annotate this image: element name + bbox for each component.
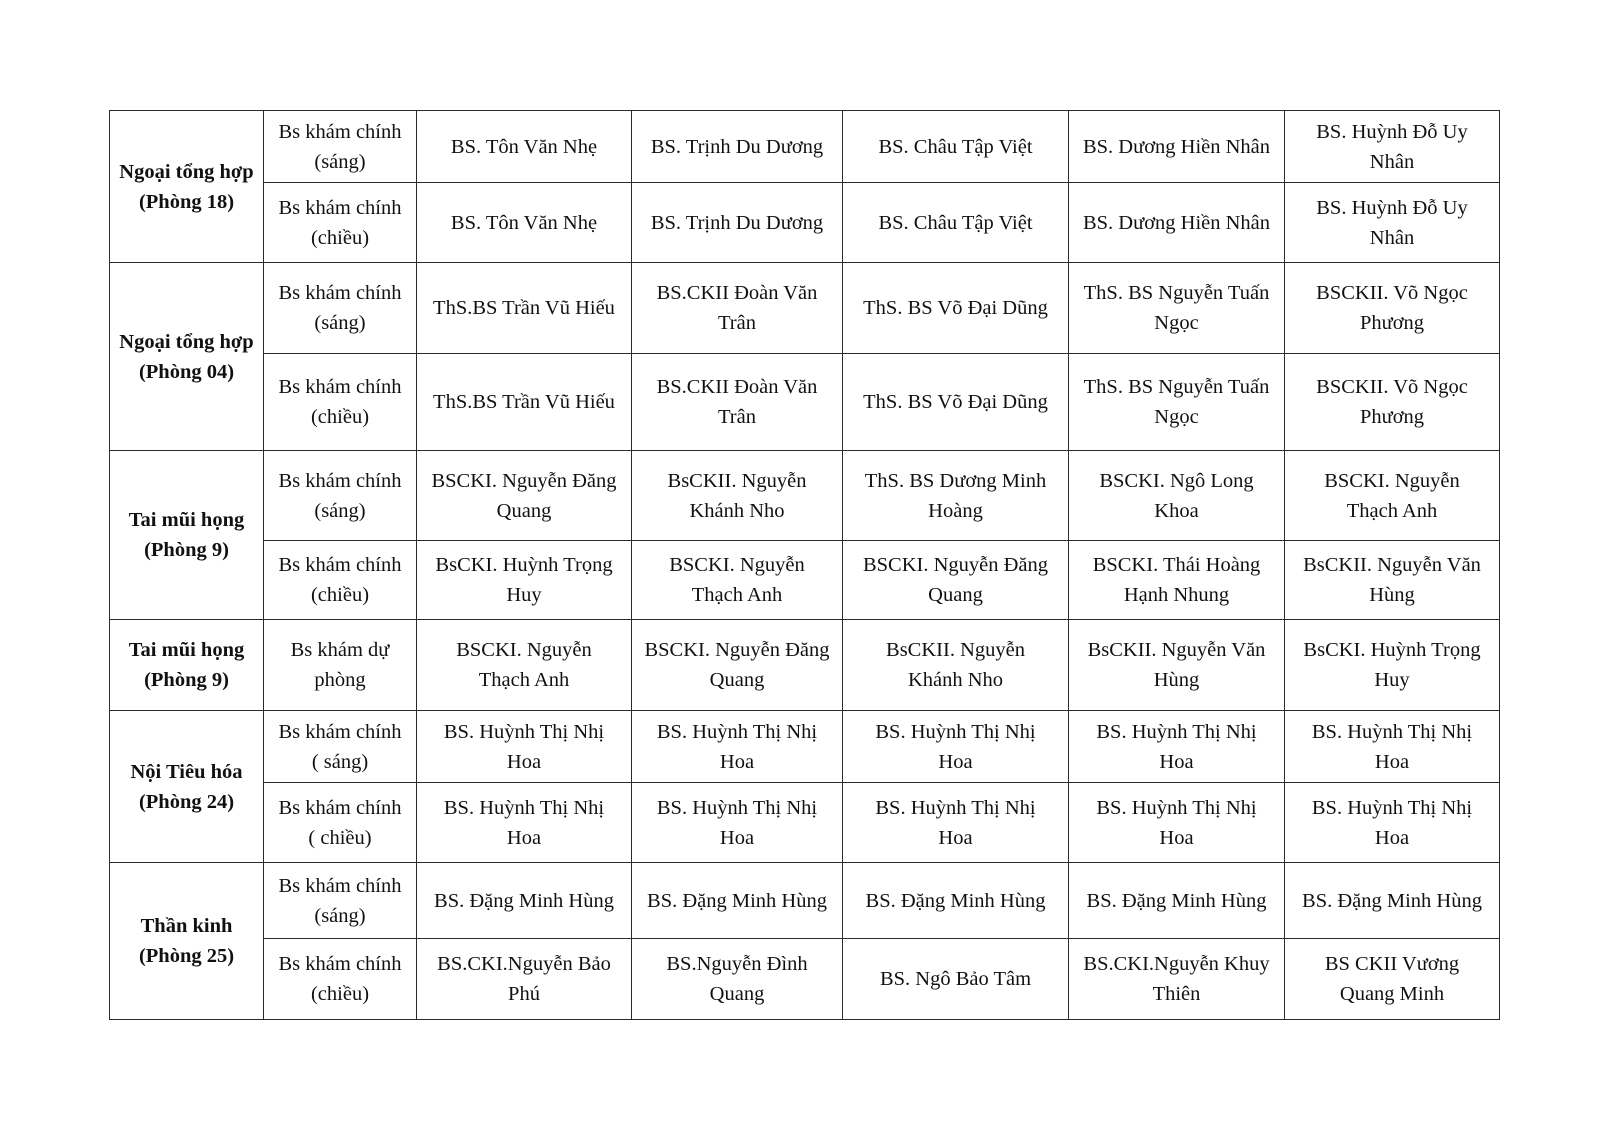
doctor-cell <box>632 451 843 541</box>
cell-text-line: Phương <box>1359 406 1425 428</box>
cell-text-line: BsCKI. Huỳnh Trọng <box>1303 639 1481 661</box>
table-row <box>110 111 1500 183</box>
cell-text-line: BSCKI. Nguyễn <box>1324 469 1460 492</box>
table-row <box>110 451 1500 541</box>
schedule-body <box>110 111 1500 1020</box>
doctor-cell <box>632 863 843 939</box>
cell-text-line: Tai mũi họng <box>128 639 245 661</box>
cell-text-line: Hoa <box>938 750 973 773</box>
doctor-cell <box>632 939 843 1020</box>
doctor-cell <box>417 451 632 541</box>
role-cell <box>264 863 417 939</box>
cell-text-line: Thạch Anh <box>1346 499 1438 522</box>
cell-text-line: Nhân <box>1369 226 1415 249</box>
cell-text-line: (sáng) <box>314 499 366 522</box>
table-row <box>110 541 1500 620</box>
cell-text-line: BS.CKII Đoàn Văn <box>656 376 818 398</box>
cell-text-line: Hùng <box>1153 669 1200 691</box>
cell-text-line: BsCKII. Nguyễn Văn <box>1303 554 1481 576</box>
cell-text-line: BS. Đặng Minh Hùng <box>647 889 827 912</box>
cell-text-line: Bs khám chính <box>278 469 402 492</box>
role-cell <box>264 939 417 1020</box>
cell-text-line: (Phòng 04) <box>138 360 235 383</box>
cell-text-line: Hoa <box>1159 750 1194 773</box>
cell-text-line: BS. Huỳnh Thị Nhị <box>656 720 818 743</box>
cell-text-line: Ngọc <box>1154 312 1199 334</box>
cell-text-line: ThS. BS Võ Đại Dũng <box>863 297 1048 319</box>
cell-text-line: BSCKI. Nguyễn Đăng <box>431 469 617 492</box>
cell-text-line: Bs khám chính <box>278 874 402 897</box>
doctor-cell <box>1069 783 1285 863</box>
doctor-cell <box>632 783 843 863</box>
cell-text-line: Ngọc <box>1154 406 1199 428</box>
doctor-cell <box>417 183 632 263</box>
table-row <box>110 263 1500 354</box>
cell-text-line: ThS. BS Võ Đại Dũng <box>863 391 1048 413</box>
cell-text-line: Phú <box>508 983 540 1005</box>
cell-text-line: Thạch Anh <box>691 584 783 606</box>
cell-text-line: BS. Châu Tập Việt <box>878 211 1033 234</box>
cell-text-line: BS. Tôn Văn Nhẹ <box>450 211 598 234</box>
cell-text-line: BS. Huỳnh Thị Nhị <box>1096 720 1257 743</box>
doctor-cell <box>1069 183 1285 263</box>
doctor-cell <box>1285 451 1500 541</box>
cell-text-line: BS. Huỳnh Thị Nhị <box>1311 720 1473 743</box>
cell-text-line: Hoa <box>719 826 755 849</box>
cell-text-line: BSCKI. Thái Hoàng <box>1092 554 1261 576</box>
cell-text-line: Hoa <box>506 826 542 849</box>
doctor-cell <box>632 263 843 354</box>
cell-text-line: Khánh Nho <box>907 669 1004 691</box>
cell-text-line: Bs khám chính <box>278 796 402 819</box>
doctor-cell <box>1285 111 1500 183</box>
role-cell <box>264 451 417 541</box>
cell-text-line: BS. Đặng Minh Hùng <box>434 889 614 912</box>
cell-text-line: Hoa <box>938 826 973 849</box>
cell-text-line: BS. Huỳnh Thị Nhị <box>875 720 1036 743</box>
cell-text-line: BS. Châu Tập Việt <box>878 135 1033 158</box>
table-row <box>110 183 1500 263</box>
cell-text-line: BS.Nguyễn Đình <box>666 953 808 975</box>
cell-text-line: Hạnh Nhung <box>1123 584 1230 606</box>
role-cell <box>264 183 417 263</box>
cell-text-line: phòng <box>314 669 366 691</box>
department-cell <box>110 711 264 863</box>
doctor-cell <box>632 541 843 620</box>
cell-text-line: Bs khám dự <box>290 639 390 661</box>
cell-text-line: ( sáng) <box>311 750 369 773</box>
cell-text-line: BS.CKI.Nguyễn Bảo <box>437 953 611 975</box>
cell-text-line: BSCKII. Võ Ngọc <box>1316 376 1468 398</box>
cell-text-line: (Phòng 18) <box>138 190 235 213</box>
cell-text-line: Bs khám chính <box>278 196 402 219</box>
table-row <box>110 783 1500 863</box>
doctor-cell <box>1285 783 1500 863</box>
doctor-cell <box>1069 939 1285 1020</box>
cell-text-line: BS. Huỳnh Thị Nhị <box>1311 796 1473 819</box>
cell-text-line: Hoa <box>1374 826 1410 849</box>
cell-text-line: Hoa <box>1374 750 1410 773</box>
cell-text-line: (sáng) <box>314 312 366 334</box>
department-cell <box>110 620 264 711</box>
doctor-cell <box>632 354 843 451</box>
cell-text-line: Khánh Nho <box>689 499 785 522</box>
cell-text-line: (Phòng 9) <box>144 539 229 561</box>
cell-text-line: BSCKI. Ngô Long <box>1099 469 1254 492</box>
doctor-schedule-table <box>109 110 1500 1020</box>
cell-text-line: ThS. BS Dương Minh <box>864 469 1047 492</box>
cell-text-line: BSCKI. Nguyễn <box>669 554 805 576</box>
department-cell <box>110 451 264 620</box>
cell-text-line: Ngoại tổng hợp <box>119 330 254 353</box>
doctor-cell <box>843 354 1069 451</box>
cell-text-line: BS CKII Vương <box>1324 953 1460 975</box>
cell-text-line: Thạch Anh <box>478 669 570 691</box>
doctor-cell <box>843 863 1069 939</box>
doctor-cell <box>843 939 1069 1020</box>
cell-text-line: Trân <box>718 312 756 334</box>
doctor-cell <box>1285 541 1500 620</box>
doctor-cell <box>417 783 632 863</box>
cell-text-line: BsCKII. Nguyễn Văn <box>1087 639 1266 661</box>
cell-text-line: Bs khám chính <box>278 376 402 398</box>
doctor-cell <box>843 263 1069 354</box>
cell-text-line: Hoa <box>719 750 755 773</box>
cell-text-line: Hùng <box>1369 584 1415 606</box>
doctor-cell <box>632 183 843 263</box>
cell-text-line: BS. Ngô Bảo Tâm <box>879 968 1032 990</box>
cell-text-line: Hoa <box>506 750 542 773</box>
table-row <box>110 939 1500 1020</box>
role-cell <box>264 354 417 451</box>
cell-text-line: Nhân <box>1369 150 1415 173</box>
doctor-cell <box>1069 451 1285 541</box>
cell-text-line: BsCKII. Nguyễn <box>886 639 1025 661</box>
doctor-cell <box>417 939 632 1020</box>
doctor-cell <box>1069 863 1285 939</box>
cell-text-line: BsCKII. Nguyễn <box>667 469 807 492</box>
role-cell <box>264 620 417 711</box>
department-cell <box>110 263 264 451</box>
cell-text-line: Khoa <box>1154 499 1199 522</box>
cell-text-line: ThS.BS Trần Vũ Hiếu <box>433 391 615 413</box>
table-row <box>110 620 1500 711</box>
cell-text-line: Ngoại tổng hợp <box>119 160 254 183</box>
cell-text-line: BS. Trịnh Du Dương <box>650 135 824 158</box>
doctor-cell <box>843 783 1069 863</box>
doctor-cell <box>1069 111 1285 183</box>
doctor-cell <box>632 711 843 783</box>
doctor-cell <box>632 620 843 711</box>
doctor-cell <box>843 451 1069 541</box>
cell-text-line: Bs khám chính <box>278 120 402 143</box>
cell-text-line: (chiều) <box>310 584 370 606</box>
doctor-cell <box>632 111 843 183</box>
cell-text-line: Quang <box>709 669 765 691</box>
doctor-cell <box>417 711 632 783</box>
doctor-cell <box>417 541 632 620</box>
doctor-cell <box>843 711 1069 783</box>
doctor-cell <box>417 111 632 183</box>
cell-text-line: BS. Đặng Minh Hùng <box>865 889 1046 912</box>
cell-text-line: Tai mũi họng <box>128 509 245 531</box>
cell-text-line: Phương <box>1359 312 1425 334</box>
cell-text-line: (Phòng 9) <box>144 669 229 691</box>
doctor-cell <box>1285 863 1500 939</box>
cell-text-line: Thần kinh <box>140 915 233 937</box>
cell-text-line: BS.CKI.Nguyễn Khuy <box>1083 953 1270 975</box>
doctor-cell <box>1069 541 1285 620</box>
cell-text-line: BS. Huỳnh Thị Nhị <box>656 796 818 819</box>
doctor-cell <box>1285 263 1500 354</box>
cell-text-line: Bs khám chính <box>278 720 402 743</box>
doctor-cell <box>1285 711 1500 783</box>
cell-text-line: Thiên <box>1152 983 1201 1005</box>
role-cell <box>264 111 417 183</box>
cell-text-line: BS. Dương Hiền Nhân <box>1082 135 1271 158</box>
doctor-cell <box>1285 939 1500 1020</box>
cell-text-line: Huy <box>1374 669 1410 691</box>
cell-text-line: BS. Huỳnh Đỗ Uy <box>1316 196 1468 219</box>
department-cell <box>110 111 264 263</box>
cell-text-line: BS. Dương Hiền Nhân <box>1082 211 1271 234</box>
cell-text-line: Bs khám chính <box>278 282 402 304</box>
doctor-cell <box>843 620 1069 711</box>
cell-text-line: BsCKI. Huỳnh Trọng <box>435 554 613 576</box>
cell-text-line: Quang <box>496 499 552 522</box>
cell-text-line: ThS.BS Trần Vũ Hiếu <box>433 297 615 319</box>
doctor-cell <box>1069 263 1285 354</box>
cell-text-line: (sáng) <box>314 150 366 173</box>
cell-text-line: BS. Huỳnh Thị Nhị <box>443 796 605 819</box>
doctor-cell <box>1069 620 1285 711</box>
doctor-cell <box>843 183 1069 263</box>
cell-text-line: BS. Trịnh Du Dương <box>650 211 824 234</box>
cell-text-line: Hoa <box>1159 826 1194 849</box>
table-row <box>110 863 1500 939</box>
cell-text-line: (chiều) <box>310 226 370 249</box>
cell-text-line: BS. Huỳnh Thị Nhị <box>1096 796 1257 819</box>
cell-text-line: (Phòng 25) <box>138 945 235 967</box>
cell-text-line: Hoàng <box>928 499 983 522</box>
cell-text-line: BS. Đặng Minh Hùng <box>1086 889 1267 912</box>
cell-text-line: BSCKI. Nguyễn <box>456 639 592 661</box>
doctor-cell <box>1285 620 1500 711</box>
cell-text-line: (Phòng 24) <box>138 790 235 813</box>
doctor-cell <box>843 111 1069 183</box>
cell-text-line: Bs khám chính <box>278 554 402 576</box>
cell-text-line: (chiều) <box>310 406 370 428</box>
cell-text-line: Quang <box>709 983 765 1005</box>
doctor-cell <box>1069 711 1285 783</box>
cell-text-line: Huy <box>506 584 542 606</box>
cell-text-line: BS. Đặng Minh Hùng <box>1302 889 1482 912</box>
table-row <box>110 711 1500 783</box>
doctor-cell <box>417 263 632 354</box>
cell-text-line: BS. Huỳnh Thị Nhị <box>875 796 1036 819</box>
doctor-cell <box>1285 183 1500 263</box>
cell-text-line: BS. Huỳnh Thị Nhị <box>443 720 605 743</box>
role-cell <box>264 541 417 620</box>
cell-text-line: BS.CKII Đoàn Văn <box>656 282 818 304</box>
doctor-cell <box>417 354 632 451</box>
cell-text-line: Quang <box>928 584 983 606</box>
cell-text-line: Trân <box>718 406 756 428</box>
cell-text-line: ThS. BS Nguyễn Tuấn <box>1083 376 1270 398</box>
doctor-cell <box>1069 354 1285 451</box>
cell-text-line: Bs khám chính <box>278 953 402 975</box>
table-row <box>110 354 1500 451</box>
cell-text-line: (sáng) <box>314 904 366 927</box>
doctor-cell <box>843 541 1069 620</box>
doctor-cell <box>1285 354 1500 451</box>
cell-text-line: Quang Minh <box>1339 983 1445 1005</box>
cell-text-line: Nội Tiêu hóa <box>130 760 243 783</box>
cell-text-line: BSCKII. Võ Ngọc <box>1316 282 1468 304</box>
role-cell <box>264 783 417 863</box>
cell-text-line: BS. Huỳnh Đỗ Uy <box>1316 120 1468 143</box>
cell-text-line: ThS. BS Nguyễn Tuấn <box>1083 282 1270 304</box>
cell-text-line: BS. Tôn Văn Nhẹ <box>450 135 598 158</box>
department-cell <box>110 863 264 1020</box>
cell-text-line: BSCKI. Nguyễn Đăng <box>862 554 1049 576</box>
cell-text-line: (chiều) <box>310 983 370 1005</box>
role-cell <box>264 711 417 783</box>
doctor-cell <box>417 620 632 711</box>
role-cell <box>264 263 417 354</box>
doctor-cell <box>417 863 632 939</box>
cell-text-line: BSCKI. Nguyễn Đăng <box>644 639 830 661</box>
cell-text-line: ( chiều) <box>308 826 372 849</box>
